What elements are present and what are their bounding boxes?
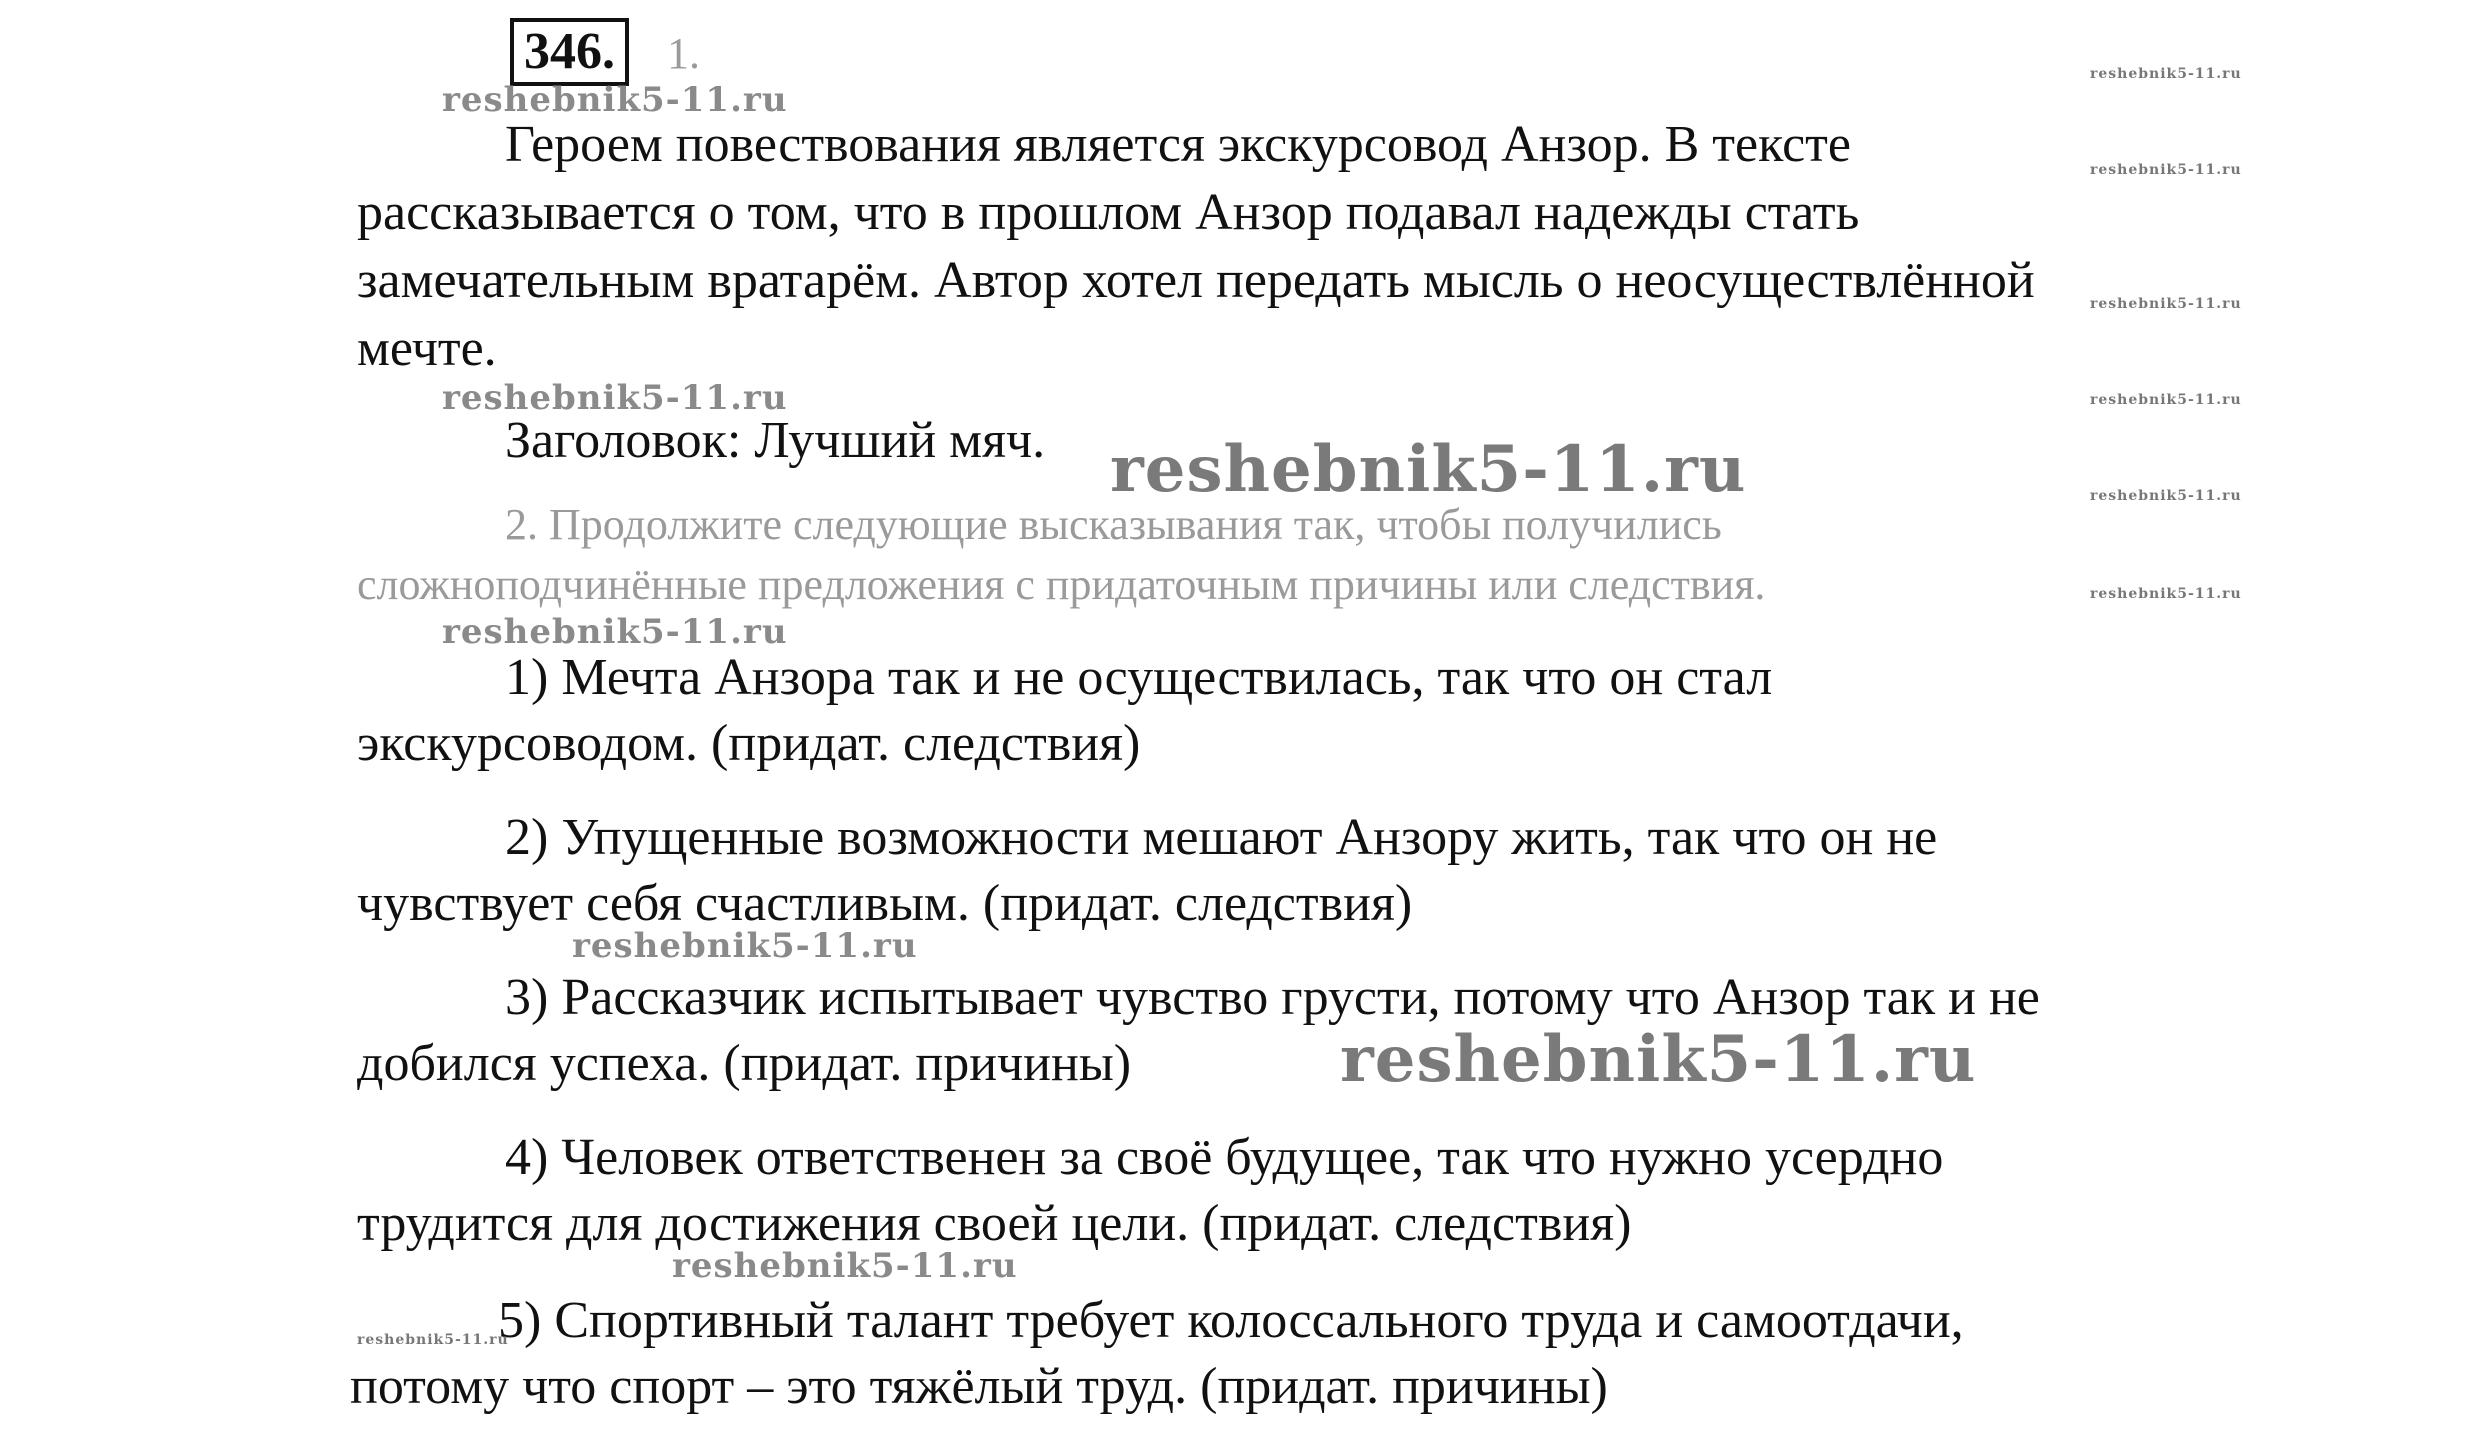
title-line: Заголовок: Лучший мяч. <box>505 412 1046 469</box>
task2-line: 2. Продолжите следующие высказывания так, чтобы получились <box>505 500 1722 549</box>
answer-4-line: трудится для достижения своей цели. (придат. следствия) <box>357 1195 1632 1252</box>
paragraph-line: замечательным вратарём. Автор хотел передать мысль о неосуществлённой <box>357 252 2035 309</box>
paragraph-line: Героем повествования является экскурсовод Анзор. В тексте <box>505 116 1851 173</box>
watermark-text: reshebnik5-11.ru <box>1110 432 1747 507</box>
answer-1-line: экскурсоводом. (придат. следствия) <box>357 715 1141 772</box>
watermark-text: reshebnik5-11.ru <box>442 612 788 652</box>
watermark-text: reshebnik5-11.ru <box>2090 392 2242 408</box>
answer-2-line: чувствует себя счастливым. (придат. следствия) <box>357 875 1413 932</box>
watermark-text: reshebnik5-11.ru <box>2090 296 2242 312</box>
answer-5-line: потому что спорт – это тяжёлый труд. (придат. причины) <box>350 1358 1608 1415</box>
watermark-text: reshebnik5-11.ru <box>1340 1022 1977 1097</box>
part1-marker: 1. <box>667 29 700 78</box>
watermark-text: reshebnik5-11.ru <box>572 926 918 966</box>
watermark-text: reshebnik5-11.ru <box>2090 586 2242 602</box>
answer-1-line: 1) Мечта Анзора так и не осуществилась, так что он стал <box>505 649 1773 706</box>
watermark-text: reshebnik5-11.ru <box>442 80 788 120</box>
answer-3-line: 3) Рассказчик испытывает чувство грусти, потому что Анзор так и не <box>505 969 2040 1026</box>
answer-5-line: 5) Спортивный талант требует колоссального труда и самоотдачи, <box>498 1292 1964 1349</box>
watermark-text: reshebnik5-11.ru <box>2090 162 2242 178</box>
task2-line: сложноподчинённые предложения с придаточным причины или следствия. <box>357 560 1766 609</box>
watermark-text: reshebnik5-11.ru <box>442 378 788 418</box>
watermark-text: reshebnik5-11.ru <box>2090 488 2242 504</box>
answer-3-line: добился успеха. (придат. причины) <box>357 1035 1132 1092</box>
answer-4-line: 4) Человек ответственен за своё будущее, так что нужно усердно <box>505 1129 1944 1186</box>
watermark-text: reshebnik5-11.ru <box>2090 66 2242 82</box>
paragraph-line: рассказывается о том, что в прошлом Анзор подавал надежды стать <box>357 184 1860 241</box>
task-number-box: 346. <box>510 18 629 86</box>
answer-2-line: 2) Упущенные возможности мешают Анзору жить, так что он не <box>505 809 1938 866</box>
watermark-text: reshebnik5-11.ru <box>672 1246 1018 1286</box>
watermark-text: reshebnik5-11.ru <box>357 1332 509 1348</box>
paragraph-line: мечте. <box>357 320 497 377</box>
